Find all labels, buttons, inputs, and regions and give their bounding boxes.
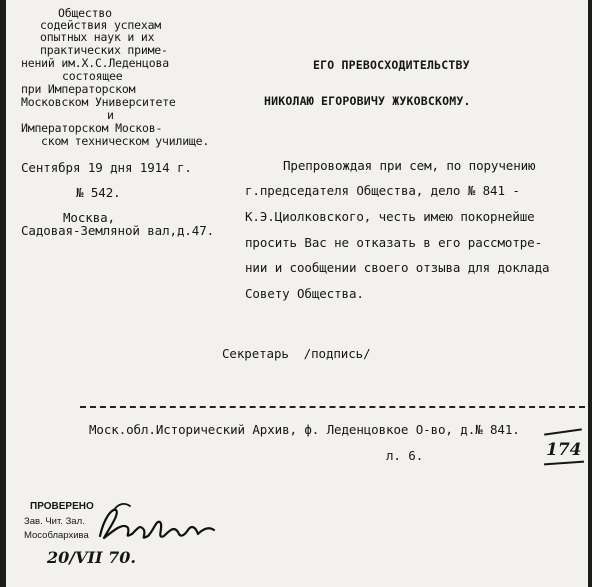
- org-line: практических приме-: [40, 43, 168, 57]
- org-line: нений им.Х.С.Леденцова: [21, 56, 169, 70]
- body-line: Совету Общества.: [245, 286, 364, 301]
- body-line: г.председателя Общества, дело № 841 -: [245, 183, 520, 198]
- strikethrough-mark: [544, 428, 582, 435]
- org-line: при Императорском: [21, 82, 136, 96]
- body-line: просить Вас не отказать в его рассмотре-: [245, 235, 543, 250]
- addressee-name: НИКОЛАЮ ЕГОРОВИЧУ ЖУКОВСКОМУ.: [264, 94, 471, 108]
- stamp-archive: Мособлархива: [24, 530, 89, 541]
- handwritten-file-number: 174: [546, 440, 582, 460]
- org-line: Московском Университете: [21, 95, 176, 109]
- letter-city: Москва,: [63, 210, 115, 225]
- stamp-handwritten-date: 20/VII 70.: [47, 548, 136, 567]
- stamp-checked: ПРОВЕРЕНО: [30, 501, 94, 512]
- secretary-signature: Секретарь /подпись/: [222, 346, 371, 361]
- dashed-divider: [80, 406, 585, 408]
- org-line: и: [107, 108, 114, 122]
- body-line: Препровождая при сем, по поручению: [283, 158, 536, 173]
- org-line: Императорском Москов-: [21, 121, 163, 135]
- org-line: ском техническом училище.: [41, 134, 210, 148]
- handwritten-underline: [544, 461, 584, 466]
- org-line: опытных наук и их: [40, 30, 155, 44]
- handwritten-signature: [94, 500, 234, 550]
- stamp-reading-room: Зав. Чит. Зал.: [24, 516, 85, 527]
- scan-edge-left: [0, 0, 6, 587]
- scan-edge-right: [588, 0, 592, 587]
- org-line: Общество: [58, 6, 112, 20]
- org-line: содействия успехам: [40, 18, 162, 32]
- body-line: нии и сообщении своего отзыва для доклада: [245, 260, 550, 275]
- org-line: состоящее: [62, 69, 123, 83]
- archive-reference: Моск.обл.Исторический Архив, ф. Леденцовкое О-во, д.№ 841.: [89, 422, 520, 437]
- archive-sheet: л. 6.: [386, 448, 424, 463]
- letter-date: Сентября 19 дня 1914 г.: [21, 160, 192, 175]
- letter-address: Садовая-Земляной вал,д.47.: [21, 223, 215, 238]
- letter-number: № 542.: [76, 185, 121, 200]
- addressee-title: ЕГО ПРЕВОСХОДИТЕЛЬСТВУ: [313, 58, 470, 72]
- body-line: К.Э.Циолковского, честь имею покорнейше: [245, 209, 535, 224]
